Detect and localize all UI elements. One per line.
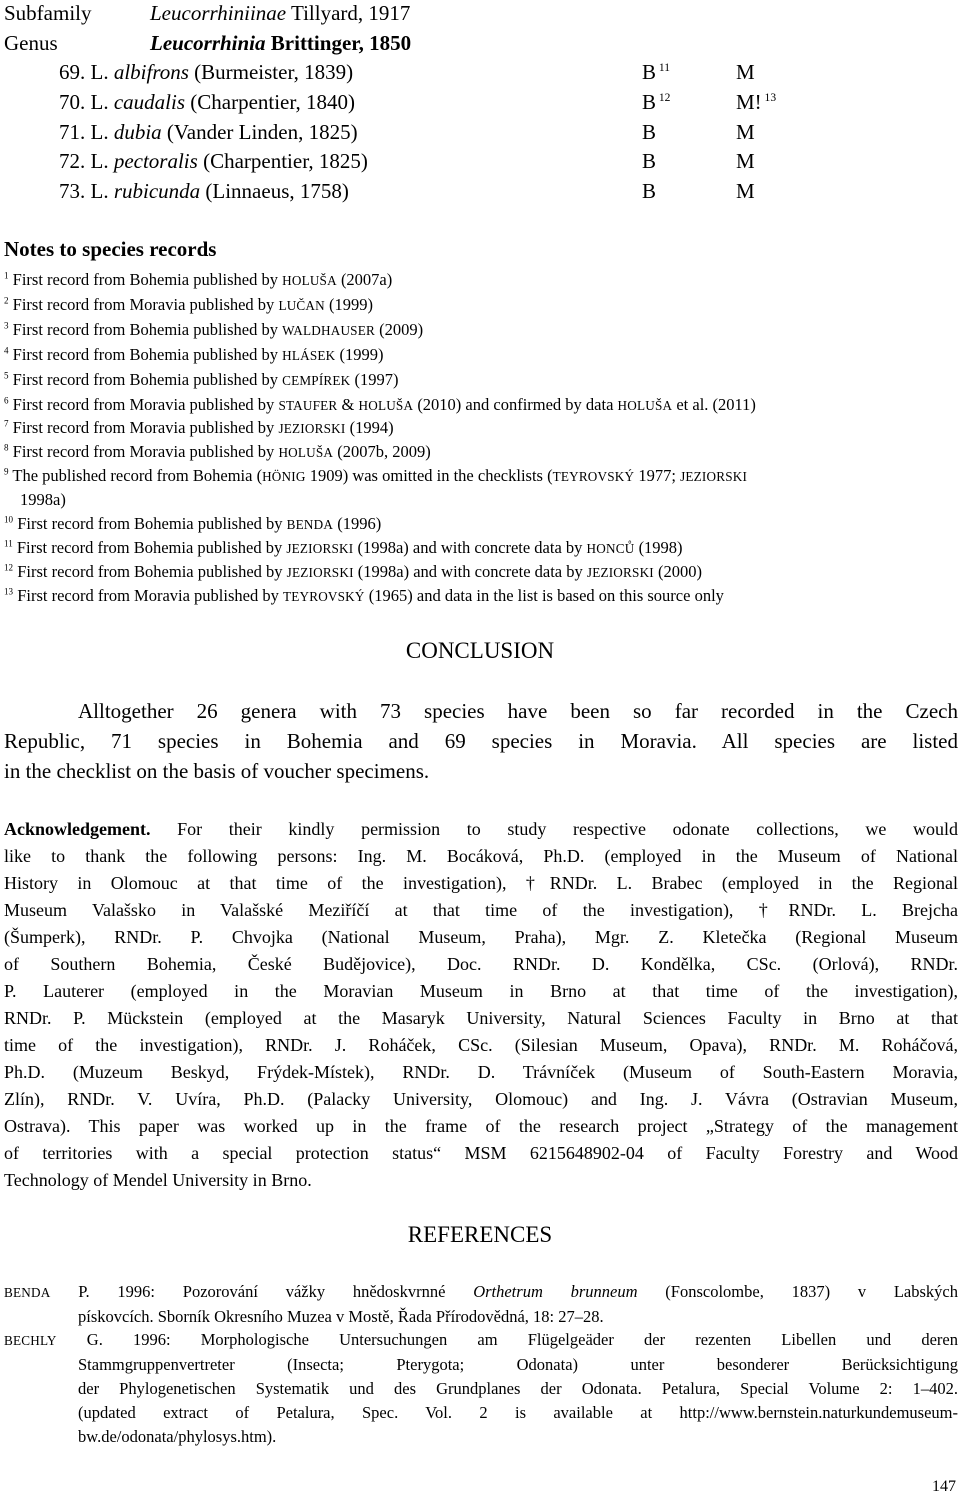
note-number: 2 (4, 295, 9, 306)
note-item (4, 442, 431, 462)
acknowledgement-line: RNDr. P. Mückstein (employed at the Masaryk University, Natural Sciences Faculty in Brno at that (4, 1008, 958, 1028)
species-row (59, 120, 939, 145)
note-text: (1998a) and with concrete data by (353, 538, 587, 557)
note-text: First record from Moravia published by (12, 395, 279, 414)
note-text: First record from Moravia published by (12, 442, 279, 461)
note-text: (2000) (653, 562, 703, 581)
species-epithet: dubia (113, 120, 162, 144)
note-item (4, 586, 724, 606)
moravia-record: M (736, 179, 755, 203)
reference-entry (4, 1328, 958, 1449)
footnote-ref: 13 (761, 92, 777, 104)
author-name: HOLUŠA (278, 445, 334, 460)
note-text: (1999) (324, 295, 373, 314)
reference-author: BECHLY (4, 1333, 57, 1348)
notes-title: Notes to species records (4, 237, 217, 261)
author-name: JEZIORSKI (278, 421, 346, 436)
author-name: HLÁSEK (282, 348, 336, 363)
moravia-record: M (736, 60, 755, 84)
moravia-record: M (736, 120, 755, 144)
note-text: 1909) was omitted in the checklists ( (305, 466, 553, 485)
note-number: 11 (4, 538, 13, 549)
conclusion-line: Republic, 71 species in Bohemia and 69 species in Moravia. All species are listed (4, 729, 958, 753)
species-number: 71. L. (59, 120, 114, 144)
author-name: HÖNIG (262, 469, 306, 484)
author-name: WALDHAUSER (282, 323, 375, 338)
note-text: (1998a) and with concrete data by (353, 562, 587, 581)
author-name: CEMPÍREK (282, 373, 351, 388)
note-text: First record from Moravia published by (17, 586, 283, 605)
author-name: HONCŮ (586, 541, 635, 556)
note-text: (1996) (333, 514, 382, 533)
species-number: 69. L. (59, 60, 114, 84)
species-author: (Burmeister, 1839) (188, 60, 354, 84)
species-number: 72. L. (59, 149, 114, 173)
note-item (4, 418, 394, 438)
reference-first-line (4, 1280, 958, 1305)
note-number: 10 (4, 514, 14, 525)
author-name: JEZIORSKI (286, 565, 354, 580)
conclusion-line: in the checklist on the basis of voucher specimens. (4, 759, 430, 783)
subfamily-name: Leucorrhiniinae (150, 1, 287, 25)
note-text: & (337, 395, 359, 414)
author-name: LUČAN (278, 298, 325, 313)
note-number: 7 (4, 418, 9, 429)
author-name: JEZIORSKI (586, 565, 654, 580)
note-text: First record from Moravia published by (12, 418, 279, 437)
species-number: 73. L. (59, 179, 114, 203)
moravia-record: M! $^{13}$ (736, 90, 777, 114)
note-text: First record from Bohemia published by (16, 538, 287, 557)
footnote-ref: 11 (656, 62, 671, 74)
acknowledgement-line: History in Olomouc at that time of the investigation), †RNDr. L. Brabec (employed in the Regional (4, 873, 958, 893)
note-text: (1997) (350, 370, 399, 389)
note-item (4, 370, 399, 390)
species-author: (Charpentier, 1825) (197, 149, 368, 173)
genus-label: Genus (4, 31, 58, 55)
footnote-ref: 12 (656, 92, 671, 104)
author-name: HOLUŠA (617, 398, 673, 413)
acknowledgement-line: Museum Valašsko in Valašské Meziříčí at that time of the investigation), †RNDr. L. Brejcha (4, 900, 958, 920)
page-number: 147 (932, 1478, 956, 1495)
note-text: (2010) and confirmed by data (413, 395, 618, 414)
note-text: First record from Moravia published by (12, 295, 279, 314)
note-item (4, 295, 373, 315)
species-row (59, 149, 939, 174)
author-name: TEYROVSKÝ (552, 469, 635, 484)
species-epithet: caudalis (113, 90, 185, 114)
species-author: (Vander Linden, 1825) (161, 120, 358, 144)
author-name: STAUFER (278, 398, 338, 413)
subfamily-author: Tillyard, 1917 (291, 1, 411, 25)
note-text: First record from Bohemia published by (12, 345, 283, 364)
note-item (4, 562, 702, 582)
author-name: TEYROVSKÝ (282, 589, 365, 604)
note-text: First record from Bohemia published by (12, 320, 283, 339)
note-text: (2007b, 2009) (333, 442, 431, 461)
acknowledgement-line: P. Lauterer (employed in the Moravian Museum in Brno at that time of the investigation), (4, 981, 958, 1001)
author-name: HOLUŠA (358, 398, 414, 413)
acknowledgement-line: of territories with a special protection status“ MSM 6215648902-04 of Faculty Forestry and Wood (4, 1143, 958, 1163)
note-text: First record from Bohemia published by (17, 562, 287, 581)
note-item (4, 320, 423, 340)
species-number: 70. L. (59, 90, 114, 114)
note-item (4, 270, 392, 290)
reference-text: G. 1996: Morphologische Untersuchungen am Flügelgeäder der rezenten Libellen und deren (56, 1330, 958, 1349)
note-item (4, 395, 756, 415)
author-name: HOLUŠA (282, 273, 337, 288)
acknowledgement-line: like to thank the following persons: Ing. M. Bocáková, Ph.D. (employed in the Museum of National (4, 846, 958, 866)
author-name: JEZIORSKI (680, 469, 748, 484)
acknowledgement-line: time of the investigation), RNDr. J. Roháček, CSc. (Silesian Museum, Opava), RNDr. M. Roháčová, (4, 1035, 958, 1055)
note-text: First record from Bohemia published by (17, 514, 287, 533)
species-epithet: rubicunda (113, 179, 201, 203)
reference-line: (updated extract of Petalura, Spec. Vol. 2 is available at http://www.bernstein.naturkundemuseum- (78, 1403, 958, 1422)
bohemia-record: B $^{12}$ (642, 90, 671, 114)
reference-text: (Fonscolombe, 1837) v Labských (637, 1282, 959, 1301)
species-name: Orthetrum brunneum (473, 1282, 638, 1301)
note-text: (1965) and data in the list is based on this source only (364, 586, 724, 605)
note-number: 9 (4, 466, 9, 477)
species-row (59, 179, 939, 204)
acknowledgement-line: Ostrava). This paper was worked up in the frame of the research project „Strategy of the management (4, 1116, 958, 1136)
acknowledgement-paragraph (4, 816, 958, 1194)
reference-line: der Phylogenetischen Systematik und des Grundplanes der Odonata. Petalura, Special Volume 2: 1–402. (78, 1379, 958, 1398)
reference-line: Stammgruppenvertreter (Insecta; Pterygota; Odonata) unter besonderer Berücksichtigung (78, 1355, 958, 1374)
note-text: First record from Bohemia published by (12, 370, 283, 389)
species-epithet: pectoralis (113, 149, 198, 173)
note-item (4, 466, 747, 486)
acknowledgement-line: Technology of Mendel University in Brno. (4, 1170, 312, 1190)
note-text: (1999) (335, 345, 384, 364)
reference-line: bw.de/odonata/phylosys.htm). (78, 1427, 277, 1446)
acknowledgement-text: For their kindly permission to study respective odonate collections, we would (150, 819, 958, 839)
reference-author: BENDA (4, 1285, 51, 1300)
references-heading: REFERENCES (407, 1222, 553, 1247)
bohemia-record: B (642, 120, 657, 144)
note-number: 13 (4, 586, 14, 597)
reference-line: pískovcích. Sborník Okresního Muzea v Mostě, Řada Přírodovědná, 18: 27–28. (78, 1307, 604, 1326)
subfamily-line (4, 1, 411, 26)
species-row (59, 90, 939, 115)
note-text: (1994) (345, 418, 394, 437)
note-text: et al. (2011) (672, 395, 756, 414)
note-text: (1998) (634, 538, 683, 557)
species-row (59, 60, 939, 85)
note-number: 12 (4, 562, 14, 573)
species-author: (Charpentier, 1840) (185, 90, 356, 114)
note-text: (2009) (374, 320, 424, 339)
conclusion-heading: CONCLUSION (405, 638, 555, 663)
note-number: 3 (4, 320, 9, 331)
note-text: 1977; (634, 466, 681, 485)
acknowledgement-line: Ph.D. (Muzeum Beskyd, Frýdek-Místek), RNDr. D. Trávníček (Museum of South-Eastern Moravia, (4, 1062, 958, 1082)
author-name: JEZIORSKI (286, 541, 354, 556)
note-number: 6 (4, 395, 9, 406)
note-number: 5 (4, 370, 9, 381)
note-text: The published record from Bohemia ( (12, 466, 263, 485)
note-continuation: 1998a) (20, 490, 66, 509)
genus-line (4, 31, 412, 56)
species-epithet: albifrons (113, 60, 189, 84)
conclusion-paragraph (4, 696, 958, 786)
note-text: First record from Bohemia published by (12, 270, 283, 289)
note-item (4, 538, 683, 558)
acknowledgement-first-line (4, 816, 958, 843)
subfamily-label: Subfamily (4, 1, 92, 25)
reference-entry (4, 1280, 958, 1329)
moravia-record: M (736, 149, 755, 173)
acknowledgement-line: of Southern Bohemia, České Budějovice), Doc. RNDr. D. Kondělka, CSc. (Orlová), RNDr. (4, 954, 958, 974)
genus-author: Brittinger, 1850 (270, 31, 412, 55)
acknowledgement-line: (Šumperk), RNDr. P. Chvojka (National Museum, Praha), Mgr. Z. Kletečka (Regional Museum (4, 927, 958, 947)
bohemia-record: B (642, 179, 657, 203)
note-number: 8 (4, 442, 9, 453)
bohemia-record: B (642, 149, 657, 173)
note-number: 1 (4, 270, 9, 281)
reference-first-line (4, 1328, 958, 1353)
note-item (4, 514, 381, 534)
note-item (4, 345, 383, 365)
acknowledgement-line: Zlín), RNDr. V. Uvíra, Ph.D. (Palacky University, Olomouc) and Ing. J. Vávra (Ostravian Museum, (4, 1089, 958, 1109)
acknowledgement-label: Acknowledgement. (4, 819, 151, 839)
note-number: 4 (4, 345, 9, 356)
genus-name: Leucorrhinia (150, 31, 266, 55)
bohemia-record: B $^{11}$ (642, 60, 671, 84)
note-text: (2007a) (336, 270, 393, 289)
author-name: BENDA (286, 517, 334, 532)
species-author: (Linnaeus, 1758) (200, 179, 349, 203)
reference-text: P. 1996: Pozorování vážky hnědoskvrnné (50, 1282, 474, 1301)
conclusion-line: Alltogether 26 genera with 73 species have been so far recorded in the Czech (78, 699, 958, 723)
